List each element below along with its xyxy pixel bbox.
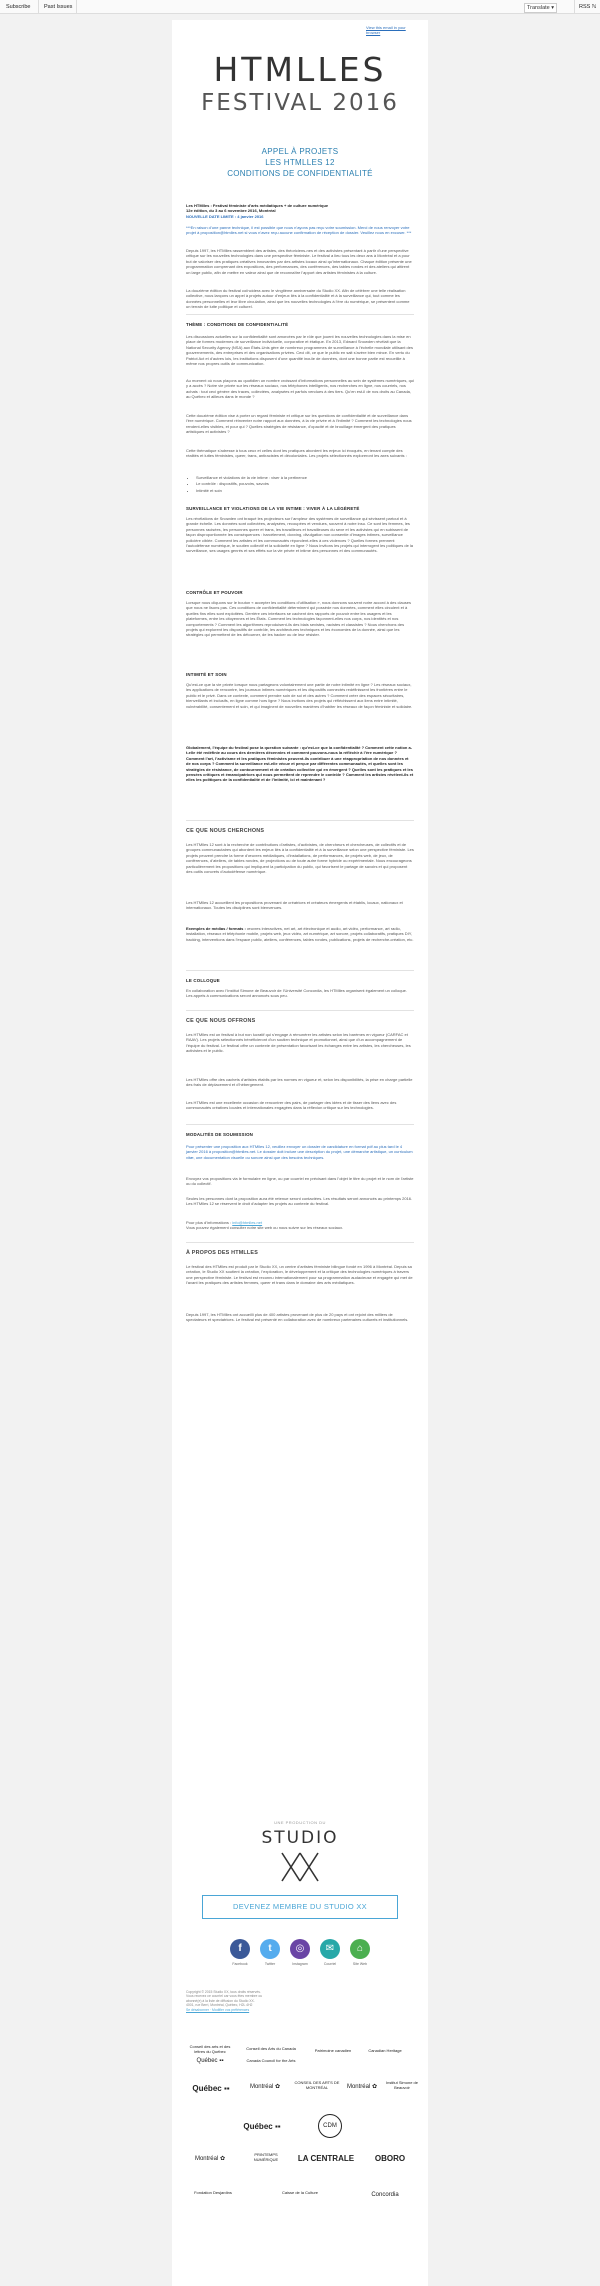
divider — [186, 314, 414, 315]
footer-line: abonné(e) à la liste de diffusion du Studio XX. — [186, 1998, 255, 2003]
list-item: • Le contrôle : dispositifs, pouvoirs, savoirs — [196, 481, 414, 486]
partner-logo: Montréal ✿ — [249, 2084, 281, 2090]
partner-logo: OBORO — [374, 2154, 406, 2163]
about-heading: À PROPOS DES HTMLLES — [186, 1250, 258, 1256]
technical-notice: ***En raison d’une panne technique, il est possible que nous n’ayons pas reçu votre soumission. Merci de nous renvoyer votre projet à proposition@htmlles.net si vous n’avez reçu aucune confirmation de réception de dossier. Veuillez nous en excuser. *** — [186, 225, 412, 236]
submission-heading: MODALITÉS DE SOUMISSION — [186, 1132, 254, 1137]
list-item: • Surveillance et violations de la vie intime : viser à la pertinence — [196, 475, 414, 480]
guiding-questions: Globalement, l’équipe du festival pose la question suivante : qu’est-ce que la confidentialité ? Comment cette notion a-t-elle été redéfinie au cours des dernières décennies et comment pouvons-nous la réfléchir à l’ère numérique ? Comment l’art, l’activisme et les pratiques féministes peuvent-ils contribuer à une réappropriation de nos données et de nos corps ? Comment la surveillance est-elle vécue et perçue par différentes communautés, et quelles sont les stratégies de résistance, de contournement et de création collective qui en émergent ? Quelles sont les pratiques et les pensées critiques et émancipatrices qui nous permettent de reprendre le contrôle ? Comment les artistes révèlent-ils et elles les politiques de la confidentialité et de l’intimité, ici et maintenant ? — [186, 745, 414, 783]
contact-prefix: Pour plus d’informations : — [186, 1220, 233, 1225]
contact-email-link[interactable]: info@htmlles.net — [232, 1220, 263, 1225]
translate-dropdown[interactable]: Translate ▾ — [524, 3, 557, 13]
divider — [186, 1124, 414, 1125]
website-link[interactable] — [348, 1939, 372, 1966]
partner-logo: LA CENTRALE — [297, 2154, 355, 2163]
topbar-divider — [38, 0, 39, 14]
theme-paragraph-2: Au moment où nous plaçons au quotidien un nombre croissant d’informations personnelles au sein de systèmes numériques, qui y a accès ? Notre vie privée sur les réseaux sociaux, nos téléphones intelligents, nos recherches en ligne, nos courriels, nos achats : tout ceci génère des traces, collectées, analysées et parfois vendues à des tiers. Qu’en est-il de nos droits au Canada, au Québec et ailleurs dans le monde ? — [186, 378, 414, 400]
social-label: Facebook — [232, 1962, 248, 1966]
intro-paragraph-1: Depuis 1997, les HTMlles rassemblent des artistes, des théoriciens-nes et des activistes présentant à partir d’une perspective critique sur les nouvelles technologies dans une perspective féministe. Le festival a lieu tous les deux ans à Montréal et a pour but de valoriser des pratiques créatives innovantes par des artistes locaux ainsi qu’internationaux. Chaque édition présente une programmation comprenant des expositions, des performances, des conférences, des tables rondes et des ateliers qui attirent un large public, afin de mettre en valeur ainsi que de reconnaître l’apport des artistes féministes à la culture. — [186, 248, 412, 275]
submission-paragraph-2: Envoyez vos propositions via le formulaire en ligne, ou par courriel en précisant dans l’objet le titre du projet et le nom de l’artiste ou du collectif. — [186, 1176, 414, 1187]
topbar-divider — [574, 0, 575, 14]
rss-link[interactable]: RSS ℕ — [579, 4, 597, 10]
seeking-heading: CE QUE NOUS CHERCHONS — [186, 828, 265, 834]
event-dates: 12e édition, du 3 au 6 novembre 2016, Montréal — [186, 208, 276, 214]
social-label: Site Web — [352, 1962, 368, 1966]
website-icon: ⌂ — [350, 1939, 370, 1959]
social-label: Courriel — [323, 1962, 337, 1966]
offer-paragraph-1: Les HTMlles est un festival à but non lucratif qui s’engage à rémunérer les artistes selon les barèmes en vigueur (CARFAC et RAAV). Les projets sélectionnés bénéficieront d’un soutien technique et promotionnel, ainsi que d’un accompagnement de l’équipe du festival. Le festival offre un contexte de présentation favorisant les échanges entre les artistes, les chercheuses, les activistes et le public. — [186, 1032, 411, 1054]
theme-heading: THÈME : CONDITIONS DE CONFIDENTIALITÉ — [186, 322, 289, 327]
list-item: • Intimité et soin — [196, 488, 414, 493]
section-body-control: Lorsque nous cliquons sur le bouton « accepter les conditions d’utilisation », nous donnons souvent notre accord à des clauses que nous ne lisons pas. Ces conditions de confidentialité déterminent qui possède nos données, comment elles circulent et à quelles fins elles sont exploitées. Derrière ces interfaces se cachent des rapports de pouvoir entre les usagers et les plateformes, entre les citoyennes et les États. Comment les technologies façonnent-elles nos corps, nos identités et nos comportements ? Comment les algorithmes reproduisent-ils des biais sexistes, racistes et classistes ? Nous cherchons des projets qui explorent les dispositifs de contrôle, les architectures techniques et les économies de la donnée, ainsi que les stratégies qui permettent de les détourner, de les hacker ou de leur résister. — [186, 600, 412, 638]
offer-paragraph-2: Les HTMlles offre des cachets d’artistes établis par les normes en vigueur et, selon les disponibilités, la prise en charge partielle des frais de déplacement et d’hébergement. — [186, 1077, 413, 1088]
theme-axes-list — [186, 475, 414, 494]
partner-logo: Montréal ✿ — [194, 2156, 226, 2162]
examples-list: œuvres interactives, net art, art électronique et audio, art vidéo, performance, art radio, installation, réseaux et téléphonie mobile, projets web, jeux vidéo, art numérique, art sonore, projets collaboratifs, pratiques DIY, hacking, interventions dans l’espace public, ateliers, conférences, tables rondes, publications, projets de recherche-création, etc. — [186, 926, 414, 942]
divider — [186, 820, 414, 821]
media-examples — [186, 926, 414, 942]
offer-paragraph-3: Les HTMlles est une excellente occasion de rencontrer des pairs, de partager des idées et de tisser des liens avec des communautés créatives locales et internationales engagées dans la réflexion critique sur les technologies. — [186, 1100, 397, 1111]
htmlles-logo-line2: FESTIVAL 2016 — [201, 90, 399, 116]
partner-logo: Institut Simone de Beauvoir — [385, 2080, 419, 2090]
topbar-divider — [76, 0, 77, 14]
section-heading-control: CONTRÔLE ET POUVOIR — [186, 590, 243, 595]
partner-logo: PRINTEMPS NUMÉRIQUE — [253, 2152, 279, 2162]
partner-logo: Montréal ✿ — [346, 2084, 378, 2090]
unsubscribe-link[interactable]: Se désabonner · Modifier vos préférences — [186, 2007, 250, 2012]
view-in-browser-link[interactable]: View this email in your browser — [366, 25, 406, 35]
submission-paragraph-3: Seules les personnes dont la proposition aura été retenue seront contactées. Les résultats seront annoncés au printemps 2016. Les HTMlles 12 se réservent le droit d’adapter les projets au contexte du festival. — [186, 1196, 413, 1207]
facebook-icon: f — [230, 1939, 250, 1959]
footer-line: Vous recevez ce courriel car vous êtes membre ou — [186, 1994, 263, 1999]
footer-line: Copyright © 2015 Studio XX, tous droits réservés. — [186, 1990, 261, 1994]
partner-logo: Québec ▪▪ — [196, 2058, 224, 2064]
contact-suffix: Vous pouvez également consulter notre site web ou nous suivre sur les réseaux sociaux. — [186, 1225, 344, 1231]
social-label: Instagram — [292, 1962, 308, 1966]
contact-info — [186, 1220, 414, 1231]
partner-logo: Patrimoine canadien — [314, 2048, 352, 2053]
past-issues-link[interactable]: Past Issues — [44, 4, 73, 10]
partner-logo: Canadian Heritage — [368, 2048, 402, 2053]
section-body-surveillance: Les révélations de Snowden ont braqué les projecteurs sur l’ampleur des systèmes de surveillance qui sévissent partout et à grande échelle. Les données sont collectées, analysées, recoupées et vendues, souvent à notre insu. Ce sont les femmes, les personnes racisées, les personnes queer et trans, les travailleurs et travailleuses du sexe et les activistes qui en subissent de façon disproportionnée les conséquences : harcèlement, doxxing, divulgation non consentie d’images intimes, surveillance policière ciblée. Comment les artistes et les communautés répondent-elles à ces violences ? Quelles formes prennent l’autodéfense numérique, le soutien collectif et la solidarité en ligne ? Nous invitons les projets qui interrogent les politiques de la surveillance, ses usages genrés et ses effets sur la vie privée et intime des personnes et des communautés. — [186, 516, 414, 554]
partner-logo: Québec ▪▪ — [243, 2122, 281, 2131]
partner-logo: CONSEIL DES ARTS DE MONTRÉAL — [294, 2080, 340, 2090]
section-heading-surveillance: SURVEILLANCE ET VIOLATIONS DE LA VIE INTIME : VIVER À LA LÉGÈRETÉ — [186, 506, 360, 511]
partner-logo: Caisse de la Culture — [281, 2190, 319, 2195]
footer-line: 4001, rue Berri, Montréal, Québec, H2L 4H2 — [186, 2003, 253, 2008]
partner-logo: Conseil des arts et des lettres du Québec — [189, 2044, 231, 2054]
email-link[interactable] — [318, 1939, 342, 1966]
instagram-link[interactable] — [288, 1939, 312, 1966]
email-icon: ✉ — [320, 1939, 340, 1959]
footer-text — [186, 1990, 336, 2012]
section-body-intimacy: Qu’est-ce que la vie privée lorsque nous partageons volontairement une partie de notre intimité en ligne ? Les réseaux sociaux, les applications de rencontre, les journaux intimes numériques et les dispositifs connectés redéfinissent les frontières entre le public et le privé. Dans ce contexte, comment prendre soin de soi et des autres ? Comment créer des espaces sécuritaires, bienveillants et inclusifs, en ligne comme hors ligne ? Nous invitons des projets qui réfléchissent aux liens entre intimité, vulnérabilité, consentement et soin, et qui imaginent de nouvelles manières d’habiter les réseaux de façon féministe et solidaire. — [186, 682, 413, 709]
about-paragraph-1: Le festival des HTMlles est produit par le Studio XX, un centre d’artistes féministe bilingue fondé en 1996 à Montréal. Depuis sa création, le Studio XX soutient la création, l’exploration, le développement et la critique des technologies numériques à travers une perspective féministe. Le festival est reconnu internationalement pour sa programmation audacieuse et engagée qui met de l’avant les pratiques des artistes femmes, queer et trans dans le domaine des arts médiatiques. — [186, 1264, 413, 1286]
partner-logo: Fondation Desjardins — [194, 2190, 232, 2195]
htmlles-logo-line1: HTMLLES — [213, 50, 387, 89]
section-heading-intimacy: INTIMITÉ ET SOIN — [186, 672, 227, 677]
partner-logo: Canada Council for the Arts — [246, 2058, 296, 2063]
newsletter-card — [172, 20, 428, 2286]
theme-paragraph-4: Cette thématique s’adresse à tous ceux et celles dont les pratiques abordent les enjeux ici évoqués, en tenant compte des réalités et luttes féministes, queer, trans, antiracistes et décoloniales. Les projets sélectionnés exploreront les axes suivants : — [186, 448, 407, 459]
become-member-button[interactable]: DEVENEZ MEMBRE DU STUDIO XX — [202, 1895, 398, 1919]
partner-logo: CDM — [318, 2114, 342, 2138]
twitter-icon: t — [260, 1939, 280, 1959]
social-links — [172, 1939, 428, 1966]
social-label: Twitter — [264, 1962, 276, 1966]
call-subtitle: LES HTMLLES 12 — [265, 158, 335, 167]
facebook-link[interactable] — [228, 1939, 252, 1966]
instagram-icon: ◎ — [290, 1939, 310, 1959]
about-paragraph-2: Depuis 1997, les HTMlles ont accueilli plus de 400 artistes provenant de plus de 20 pays et ont rejoint des milliers de spectateurs et spectatrices. Le festival est présenté en collaboration avec de nombreux partenaires culturels et institutionnels. — [186, 1312, 409, 1323]
intro-block — [186, 203, 414, 219]
call-theme-title: CONDITIONS DE CONFIDENTIALITÉ — [227, 169, 373, 178]
seeking-paragraph-2: Les HTMlles 12 accueillent les propositions provenant de créatrices et créateurs émergents et établis, locaux, nationaux et internationaux. Toutes les disciplines sont bienvenues. — [186, 900, 403, 911]
subscribe-link[interactable]: Subscribe — [6, 4, 31, 10]
theme-paragraph-1: Les discussions actuelles sur la confidentialité sont amorcées par le rôle que jouent les nouvelles technologies dans la mise en place de formes modernes de surveillance individuelle, corporative et étatique. En 2013, Edward Snowden révélait que la National Security Agency (NSA) aux États-Unis gère de nombreux programmes de surveillance à l’échelle mondiale utilisant des gouvernements, des entreprises et des organisations privées. Ceci dit, ce que le public en sait s’avère bien mince. En vertu du Patriot Act et d’autres lois, les institutions disposent d’une quantité inouïe de données, dont une bonne partie est recueillie à même nos propres outils de communication. — [186, 334, 413, 367]
event-name: Les HTMlles : Festival féministe d’arts médiatiques + de culture numérique — [186, 203, 329, 208]
intro-paragraph-2: La douzième édition du festival coïncidera avec le vingtième anniversaire du Studio XX. Afin de célébrer une telle réalisation collective, nous lançons un appel à projets autour d’enjeux liés à la confidentialité et à la surveillance qui, tout comme les données personnelles et leur libre circulation, ainsi que les nouvelles technologies à l’ère du numérique, se présentent comme un terrain de lutte politique et culturel. — [186, 288, 410, 310]
partner-logo: Concordia — [371, 2192, 399, 2198]
divider — [186, 970, 414, 971]
mailchimp-top-bar — [0, 0, 600, 14]
studio-xx-logo-icon — [281, 1852, 319, 1882]
deadline: NOUVELLE DATE LIMITE : 4 janvier 2016 — [186, 213, 264, 219]
offer-heading: CE QUE NOUS OFFRONS — [186, 1018, 256, 1024]
colloquium-body: En collaboration avec l’Institut Simone de Beauvoir de l’Université Concordia, les HTMlles organisent également un colloque. Les appels à communications seront annoncés sous peu. — [186, 988, 408, 999]
production-label: UNE PRODUCTION DU — [274, 1820, 326, 1825]
theme-paragraph-3: Cette douzième édition vise à porter un regard féministe et critique sur les questions de confidentialité et de surveillance dans l’ère numérique. Comment réinventer notre rapport aux données, à la vie privée et à l’intimité ? Comment les technologies nous rendent-elles visibles, et pour qui ? Quelles stratégies de résistance, d’opacité et de brouillage émergent des pratiques artistiques et activistes ? — [186, 413, 412, 435]
studio-xx-logo-text: STUDIO — [261, 1828, 339, 1848]
examples-label: Exemples de médias / formats : — [186, 926, 246, 931]
divider — [186, 1010, 414, 1011]
partner-logo: Conseil des Arts du Canada — [246, 2046, 296, 2051]
partner-logo: Québec ▪▪ — [192, 2084, 230, 2093]
submission-paragraph-1: Pour présenter une proposition aux HTMlles 12, veuillez envoyer un dossier de candidature en format pdf au plus tard le 4 janvier 2016 à proposition@htmlles.net. Le dossier doit inclure une description du projet, une démarche artistique, un curriculum vitæ, une documentation visuelle ou sonore ainsi que des besoins techniques. — [186, 1144, 413, 1160]
colloquium-heading: LE COLLOQUE — [186, 978, 220, 983]
divider — [186, 1242, 414, 1243]
twitter-link[interactable] — [258, 1939, 282, 1966]
seeking-paragraph-1: Les HTMlles 12 sont à la recherche de contributions d’artistes, d’activistes, de chercheurs et chercheuses, de collectifs et de groupes communautaires qui abordent les enjeux liés à la confidentialité et à la surveillance selon une perspective féministe. Les projets peuvent prendre la forme d’œuvres médiatiques, d’installations, de performances, de projets web, de jeux, de conférences, d’ateliers, de tables rondes, de projections ou de toute autre forme hybride ou expérimentale. Nous encourageons particulièrement les propositions qui impliquent la participation du public, qui favorisent le partage de savoirs et qui proposent des outils concrets d’autodéfense numérique. — [186, 842, 414, 875]
call-title: APPEL À PROJETS — [261, 147, 339, 156]
